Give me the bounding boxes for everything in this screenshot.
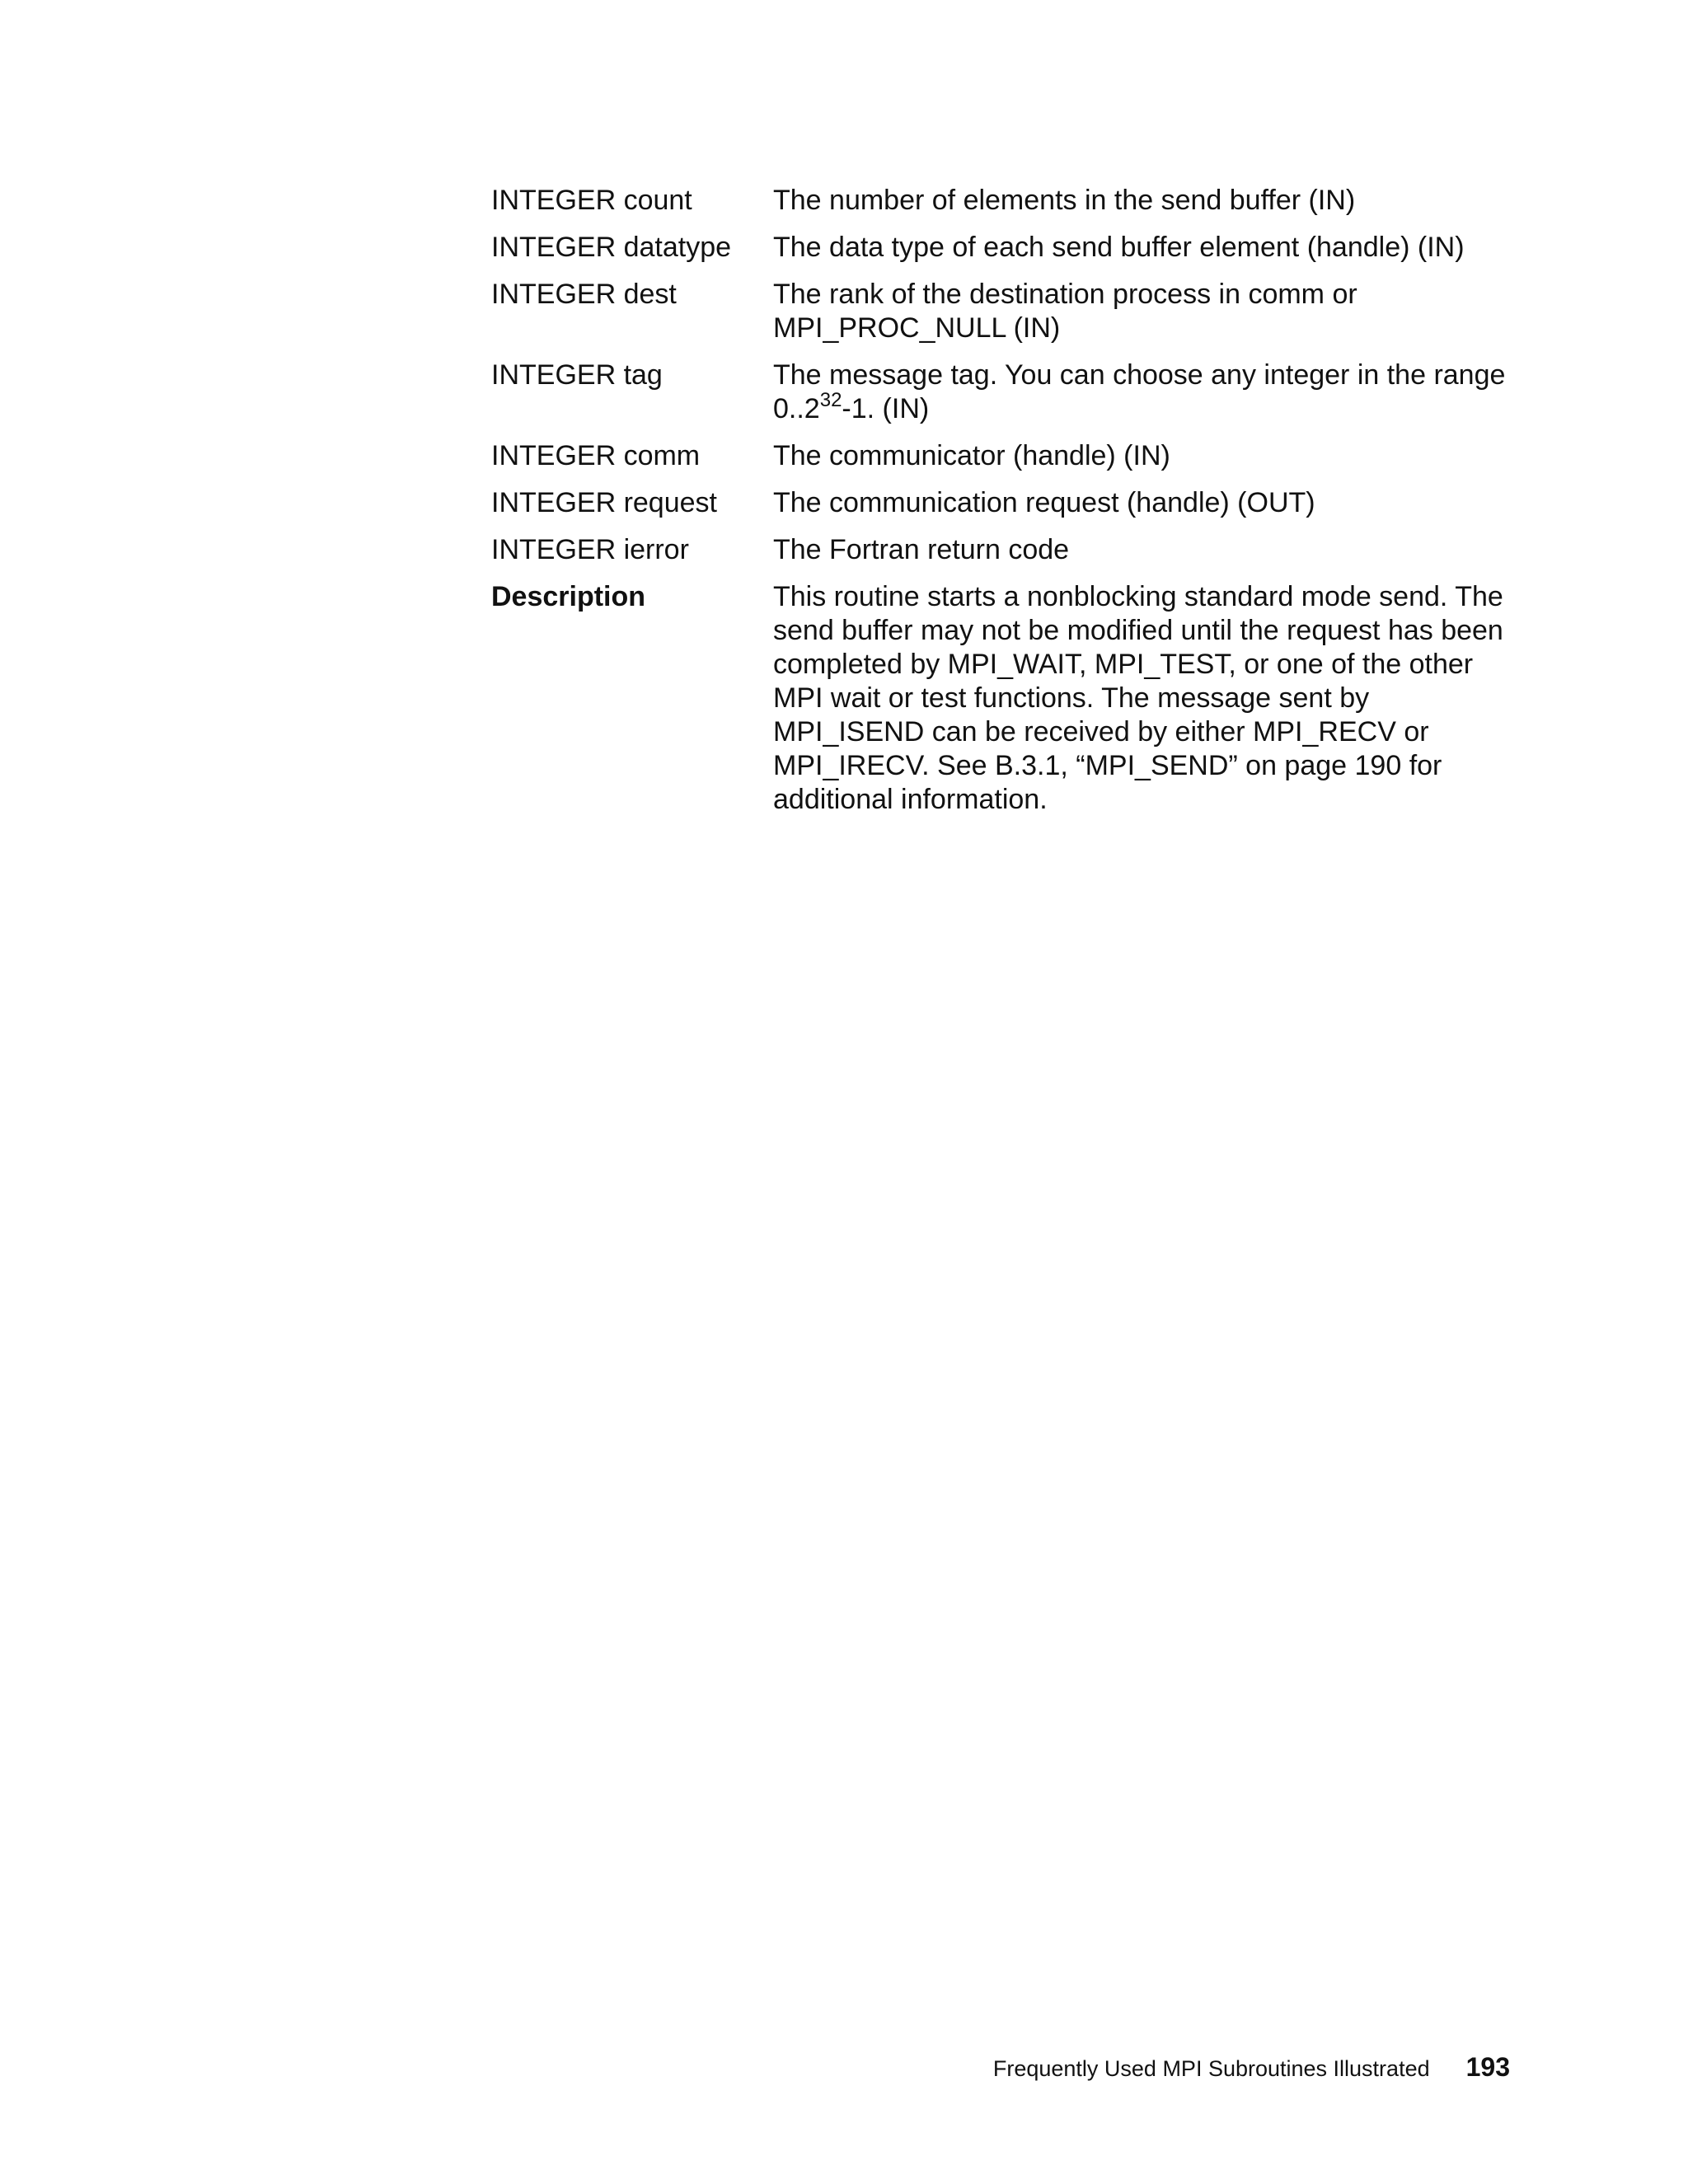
param-row-dest	[491, 278, 1522, 345]
param-row-datatype	[491, 231, 1522, 265]
param-row-comm	[491, 439, 1522, 473]
param-row-tag	[491, 359, 1522, 426]
param-row-ierror	[491, 533, 1522, 567]
page-footer	[993, 2052, 1510, 2083]
description-heading: Description	[491, 581, 646, 612]
description-text: This routine starts a nonblocking standard mode send. The send buffer may not be modified until the request has been completed by MPI_WAIT, MPI_TEST, or one of the other MPI wait or test functions. The message sent by MPI_ISEND can be received by either MPI_RECV or MPI_IRECV. See B.3.1, “MPI_SEND” on page 190 for additional information.	[773, 581, 1503, 815]
page-number: 193	[1465, 2052, 1510, 2082]
param-term: INTEGER comm	[491, 440, 701, 471]
param-term: INTEGER request	[491, 487, 717, 518]
param-term: INTEGER datatype	[491, 232, 732, 263]
param-definition: The number of elements in the send buffer (IN)	[773, 185, 1356, 216]
param-row-request	[491, 486, 1522, 520]
param-definition: The communicator (handle) (IN)	[773, 440, 1170, 471]
footer-title: Frequently Used MPI Subroutines Illustrated	[992, 2056, 1430, 2081]
superscript-exponent: 32	[819, 388, 842, 411]
description-row	[491, 580, 1522, 817]
param-definition	[773, 359, 1522, 426]
param-definition: The rank of the destination process in comm or MPI_PROC_NULL (IN)	[773, 279, 1357, 344]
param-row-count	[491, 184, 1522, 218]
param-term: INTEGER count	[491, 185, 692, 216]
param-term: INTEGER tag	[491, 359, 663, 391]
param-definition: The communication request (handle) (OUT)	[773, 487, 1315, 518]
parameter-list	[491, 184, 1522, 830]
param-definition-text: The message tag. You can choose any integer in the range 0..2	[773, 359, 1506, 424]
param-term: INTEGER dest	[491, 279, 677, 310]
param-term: INTEGER ierror	[491, 534, 689, 565]
param-definition-text-end: -1. (IN)	[842, 393, 930, 424]
param-definition: The data type of each send buffer element (handle) (IN)	[773, 232, 1465, 263]
param-definition: The Fortran return code	[773, 534, 1070, 565]
